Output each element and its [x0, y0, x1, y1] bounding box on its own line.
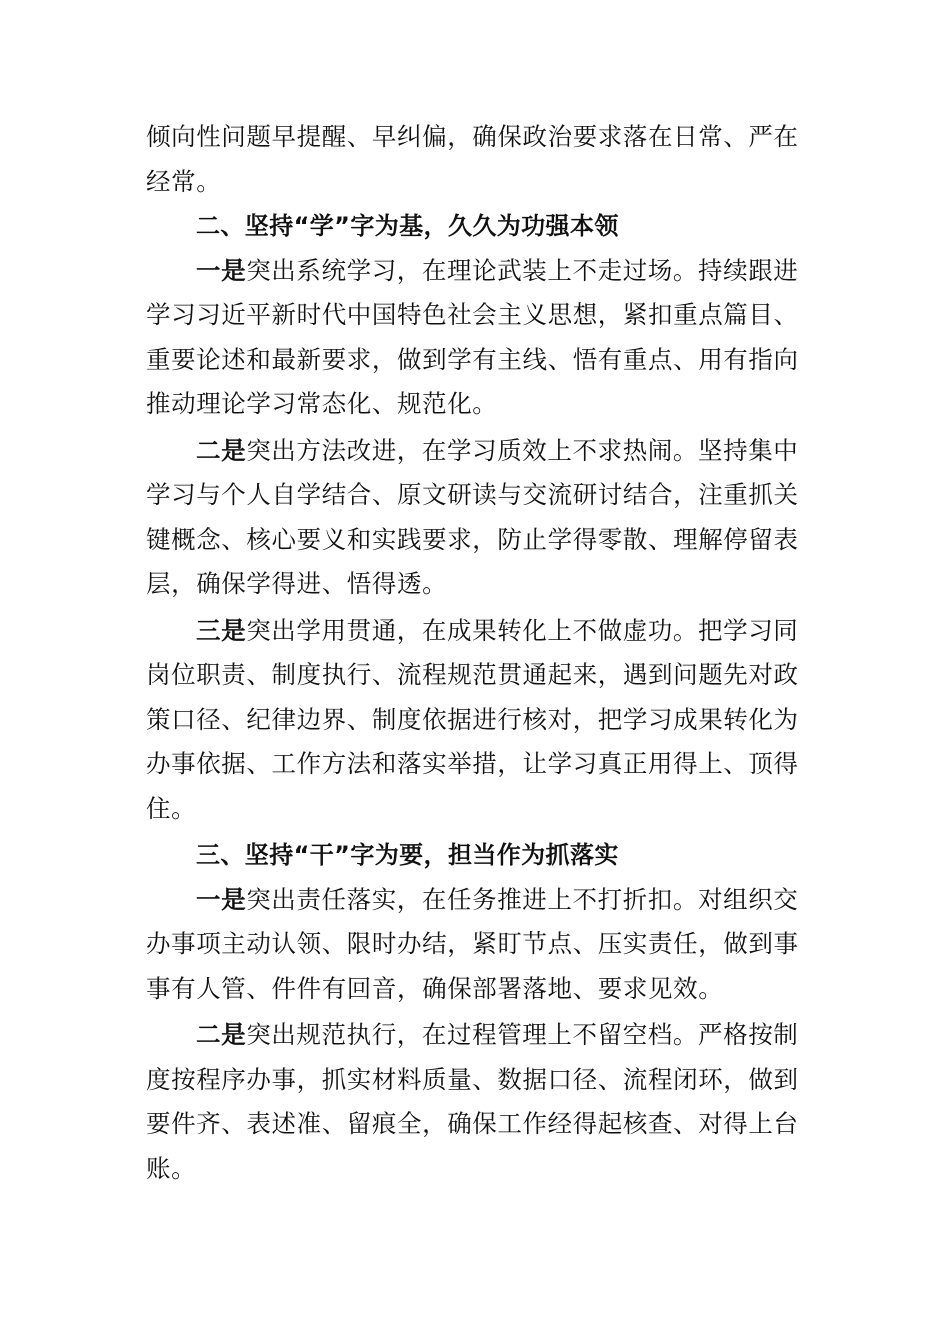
- paragraph-section3-item1: [146, 878, 810, 1012]
- text-line: 层，确保学得进、悟得透。: [146, 569, 448, 598]
- text-line: 岗位职责、制度执行、流程规范贯通起来，遇到问题先对政: [146, 660, 799, 689]
- text-line: 突出规范执行，在过程管理上不留空档。严格按制: [246, 1020, 799, 1049]
- text-line: 突出方法改进，在学习质效上不求热闹。坚持集中: [246, 435, 799, 465]
- text-line: 重要论述和最新要求，做到学有主线、悟有重点、用有指向: [146, 344, 799, 374]
- text-line: 办事项主动认领、限时办结，紧盯节点、压实责任，做到事: [146, 929, 799, 958]
- text-line: 倾向性问题早提醒、早纠偏，确保政治要求落在日常、严在: [146, 122, 799, 151]
- text-line: 突出学用贯通，在成果转化上不做虚功。把学习同: [246, 615, 799, 645]
- paragraph-carryover: [146, 115, 810, 204]
- text-line: 要件齐、表述准、留痕全，确保工作经得起核查、对得上台: [146, 1109, 799, 1138]
- text-line: 经常。: [146, 166, 222, 196]
- text-line: 账。: [146, 1153, 197, 1183]
- text-line: 办事依据、工作方法和落实举措，让学习真正用得上、顶得: [146, 749, 799, 778]
- text-line: 键概念、核心要义和实践要求，防止学得零散、理解停留表: [146, 524, 799, 554]
- lead-phrase: 三是: [196, 615, 247, 645]
- text-line: 突出系统学习，在理论武装上不走过场。持续跟进: [246, 255, 799, 285]
- text-line: 度按程序办事，抓实材料质量、数据口径、流程闭环，做到: [146, 1064, 799, 1094]
- text-line: 事有人管、件件有回音，确保部署落地、要求见效。: [146, 973, 724, 1003]
- lead-phrase: 二是: [196, 1020, 247, 1049]
- text-line: 突出责任落实，在任务推进上不打折扣。对组织交: [246, 884, 799, 914]
- section-heading-2: 二、坚持“学”字为基，久久为功强本领: [196, 212, 619, 240]
- text-line-first: [146, 878, 810, 923]
- lead-phrase: 一是: [196, 255, 247, 285]
- lead-phrase: 二是: [196, 435, 247, 465]
- paragraph-section2-item3: [146, 609, 810, 832]
- section-heading-3: 三、坚持“干”字为要，担当作为抓落实: [196, 841, 619, 869]
- paragraph-section2-item2: [146, 429, 810, 607]
- text-line: 推动理论学习常态化、规范化。: [146, 389, 498, 418]
- paragraph-section2-item1: [146, 249, 810, 427]
- lead-phrase: 一是: [196, 884, 247, 914]
- text-line-first: [146, 1013, 810, 1058]
- text-line-first: [146, 249, 810, 294]
- text-line: 策口径、纪律边界、制度依据进行核对，把学习成果转化为: [146, 704, 799, 734]
- paragraph-section3-item2: [146, 1013, 810, 1191]
- text-line-first: [146, 429, 810, 474]
- text-line: 学习与个人自学结合、原文研读与交流研讨结合，注重抓关: [146, 480, 799, 509]
- text-line: 学习习近平新时代中国特色社会主义思想，紧扣重点篇目、: [146, 300, 799, 329]
- text-line: 住。: [146, 793, 197, 823]
- text-line-first: [146, 609, 810, 654]
- document-body: [146, 115, 810, 1191]
